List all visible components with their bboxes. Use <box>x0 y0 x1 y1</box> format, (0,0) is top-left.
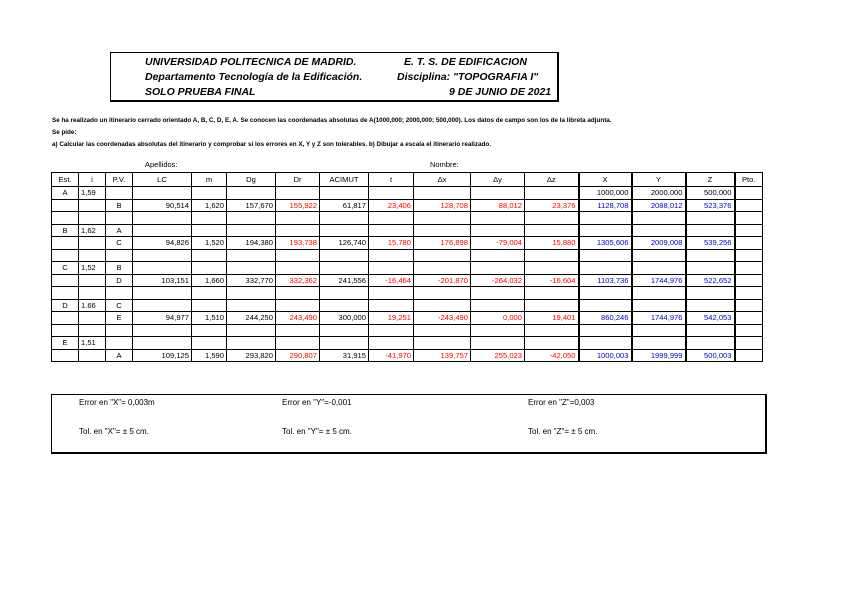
school-title: E. T. S. DE EDIFICACION <box>404 56 527 68</box>
cell-m <box>192 187 227 200</box>
cell-dy <box>471 287 525 300</box>
cell-pto <box>735 224 763 237</box>
cell-x <box>579 212 632 225</box>
cell-dx: -201,870 <box>414 274 471 287</box>
cell-dr <box>276 262 320 275</box>
cell-i <box>79 312 106 325</box>
cell-t <box>369 287 414 300</box>
cell-i <box>79 237 106 250</box>
cell-dz <box>525 262 579 275</box>
cell-lc <box>133 324 192 337</box>
table-row <box>52 237 763 250</box>
cell-est <box>52 274 79 287</box>
cell-y <box>632 212 686 225</box>
cell-pv <box>106 212 133 225</box>
table-row <box>52 274 763 287</box>
cell-lc <box>133 249 192 262</box>
cell-y: 2088,012 <box>632 199 686 212</box>
table-row <box>52 337 763 350</box>
cell-dr: 332,362 <box>276 274 320 287</box>
column-header-x: X <box>579 173 632 187</box>
cell-t <box>369 249 414 262</box>
cell-y <box>632 287 686 300</box>
cell-dy <box>471 337 525 350</box>
cell-est: C <box>52 262 79 275</box>
cell-dg <box>227 187 276 200</box>
cell-lc <box>133 262 192 275</box>
cell-lc: 94,826 <box>133 237 192 250</box>
cell-i <box>79 349 106 362</box>
cell-acimut <box>320 262 369 275</box>
cell-dx: -243,490 <box>414 312 471 325</box>
column-header-y: Y <box>632 173 686 187</box>
cell-dz <box>525 212 579 225</box>
problem-statement: Se ha realizado un itinerario cerrado orientado A, B, C, D, E, A. Se conocen las coordenadas absolutas de A(1000,000; 2000,000; 500,000). Los datos de campo son los de la libreta adjunta. <box>52 117 612 124</box>
cell-dx <box>414 262 471 275</box>
column-header-acimut: ACIMUT <box>320 173 369 187</box>
column-header-z: Z <box>686 173 735 187</box>
cell-dy <box>471 262 525 275</box>
cell-x: 1000,003 <box>579 349 632 362</box>
cell-dr <box>276 249 320 262</box>
cell-t <box>369 324 414 337</box>
cell-m <box>192 299 227 312</box>
cell-y <box>632 262 686 275</box>
cell-dr <box>276 337 320 350</box>
cell-lc: 103,151 <box>133 274 192 287</box>
cell-x <box>579 249 632 262</box>
cell-dr <box>276 324 320 337</box>
cell-m <box>192 224 227 237</box>
department-title: Departamento Tecnología de la Edificación. <box>145 71 363 83</box>
cell-dg <box>227 249 276 262</box>
table-row <box>52 262 763 275</box>
header-box <box>110 52 559 102</box>
column-header-dr: Dr <box>276 173 320 187</box>
cell-x: 1000,000 <box>579 187 632 200</box>
cell-z <box>686 224 735 237</box>
cell-acimut <box>320 337 369 350</box>
cell-dz: 19,401 <box>525 312 579 325</box>
cell-dz <box>525 187 579 200</box>
cell-m: 1,590 <box>192 349 227 362</box>
cell-lc <box>133 337 192 350</box>
cell-dg: 244,250 <box>227 312 276 325</box>
cell-x: 860,246 <box>579 312 632 325</box>
cell-pto <box>735 287 763 300</box>
cell-est <box>52 212 79 225</box>
cell-dr <box>276 212 320 225</box>
cell-y: 1744,976 <box>632 312 686 325</box>
cell-i: 1,59 <box>79 187 106 200</box>
table-row <box>52 312 763 325</box>
cell-z <box>686 212 735 225</box>
cell-dx: 139,757 <box>414 349 471 362</box>
cell-y: 2000,000 <box>632 187 686 200</box>
cell-dr: 155,922 <box>276 199 320 212</box>
cell-y <box>632 324 686 337</box>
cell-acimut <box>320 187 369 200</box>
cell-i <box>79 274 106 287</box>
column-header-m: m <box>192 173 227 187</box>
cell-lc: 109,125 <box>133 349 192 362</box>
cell-pv <box>106 187 133 200</box>
cell-y: 2009,008 <box>632 237 686 250</box>
cell-dx: 176,898 <box>414 237 471 250</box>
cell-z <box>686 324 735 337</box>
tolerance-y: Tol. en "Y"= ± 5 cm. <box>282 427 352 436</box>
cell-m: 1,510 <box>192 312 227 325</box>
cell-i: 1,51 <box>79 337 106 350</box>
cell-t: -41,970 <box>369 349 414 362</box>
cell-i: 1,52 <box>79 262 106 275</box>
cell-dy <box>471 224 525 237</box>
cell-dz <box>525 224 579 237</box>
cell-x <box>579 262 632 275</box>
cell-pv: A <box>106 224 133 237</box>
cell-dz: 15,880 <box>525 237 579 250</box>
cell-m: 1,620 <box>192 199 227 212</box>
cell-t <box>369 299 414 312</box>
cell-dg <box>227 337 276 350</box>
cell-dr: 243,490 <box>276 312 320 325</box>
column-header-dy: Δy <box>471 173 525 187</box>
cell-acimut: 126,740 <box>320 237 369 250</box>
table-row <box>52 187 763 200</box>
cell-pto <box>735 237 763 250</box>
cell-z: 500,003 <box>686 349 735 362</box>
cell-dx <box>414 337 471 350</box>
table-row <box>52 287 763 300</box>
table-header-row <box>52 173 763 187</box>
cell-dy <box>471 299 525 312</box>
name-label: Nombre: <box>430 160 459 169</box>
cell-est <box>52 312 79 325</box>
cell-pv <box>106 249 133 262</box>
cell-dg <box>227 262 276 275</box>
cell-acimut: 31,915 <box>320 349 369 362</box>
cell-m <box>192 324 227 337</box>
cell-est <box>52 237 79 250</box>
cell-dg: 293,820 <box>227 349 276 362</box>
cell-lc: 90,514 <box>133 199 192 212</box>
cell-y: 1999,999 <box>632 349 686 362</box>
cell-est <box>52 199 79 212</box>
cell-pv <box>106 337 133 350</box>
cell-pto <box>735 299 763 312</box>
exam-title: SOLO PRUEBA FINAL <box>145 86 256 98</box>
cell-z: 542,053 <box>686 312 735 325</box>
cell-t <box>369 224 414 237</box>
cell-z <box>686 337 735 350</box>
cell-z: 522,652 <box>686 274 735 287</box>
cell-dg: 157,670 <box>227 199 276 212</box>
column-header-lc: LC <box>133 173 192 187</box>
table-row <box>52 324 763 337</box>
cell-x: 1305,606 <box>579 237 632 250</box>
cell-i: 1,62 <box>79 224 106 237</box>
cell-pto <box>735 262 763 275</box>
cell-lc <box>133 287 192 300</box>
cell-dy: 255,023 <box>471 349 525 362</box>
university-title: UNIVERSIDAD POLITECNICA DE MADRID. <box>145 56 357 68</box>
column-header-pto: Pto. <box>735 173 763 187</box>
cell-dg <box>227 324 276 337</box>
cell-dx: 128,708 <box>414 199 471 212</box>
cell-est <box>52 324 79 337</box>
column-header-pv: P.V. <box>106 173 133 187</box>
cell-dz <box>525 299 579 312</box>
cell-m <box>192 262 227 275</box>
cell-pto <box>735 187 763 200</box>
cell-x <box>579 224 632 237</box>
cell-pto <box>735 199 763 212</box>
cell-t <box>369 212 414 225</box>
cell-x <box>579 337 632 350</box>
cell-m <box>192 249 227 262</box>
cell-lc <box>133 224 192 237</box>
cell-dz <box>525 249 579 262</box>
cell-pto <box>735 212 763 225</box>
cell-acimut <box>320 249 369 262</box>
column-header-t: t <box>369 173 414 187</box>
cell-dg <box>227 299 276 312</box>
tolerance-z: Tol. en "Z"= ± 5 cm. <box>528 427 598 436</box>
cell-dx <box>414 187 471 200</box>
cell-pv: A <box>106 349 133 362</box>
table-row <box>52 199 763 212</box>
cell-pto <box>735 337 763 350</box>
cell-t: 19,251 <box>369 312 414 325</box>
problem-request: Se pide: <box>52 129 77 136</box>
cell-t: -16,464 <box>369 274 414 287</box>
cell-i: 1.66 <box>79 299 106 312</box>
cell-acimut <box>320 324 369 337</box>
cell-dg: 332,770 <box>227 274 276 287</box>
cell-i <box>79 324 106 337</box>
column-header-i: i <box>79 173 106 187</box>
cell-pto <box>735 274 763 287</box>
cell-acimut <box>320 299 369 312</box>
table-row <box>52 249 763 262</box>
cell-acimut <box>320 212 369 225</box>
cell-est: A <box>52 187 79 200</box>
error-summary-box <box>51 394 767 454</box>
cell-pv: E <box>106 312 133 325</box>
table-row <box>52 212 763 225</box>
cell-dx <box>414 287 471 300</box>
cell-z: 523,376 <box>686 199 735 212</box>
cell-dx <box>414 212 471 225</box>
cell-z <box>686 262 735 275</box>
cell-pto <box>735 249 763 262</box>
cell-dz <box>525 337 579 350</box>
cell-est <box>52 349 79 362</box>
cell-acimut: 61,817 <box>320 199 369 212</box>
cell-dx <box>414 324 471 337</box>
cell-y <box>632 337 686 350</box>
cell-pv: B <box>106 199 133 212</box>
cell-dz: -42,050 <box>525 349 579 362</box>
cell-pv <box>106 324 133 337</box>
cell-dy: 88,012 <box>471 199 525 212</box>
cell-dz <box>525 287 579 300</box>
cell-t <box>369 262 414 275</box>
cell-pv: D <box>106 274 133 287</box>
cell-dr: 193,738 <box>276 237 320 250</box>
cell-dy: -264,032 <box>471 274 525 287</box>
cell-pv: C <box>106 237 133 250</box>
cell-z: 539,256 <box>686 237 735 250</box>
column-header-dg: Dg <box>227 173 276 187</box>
cell-m <box>192 337 227 350</box>
cell-z <box>686 287 735 300</box>
cell-pto <box>735 312 763 325</box>
cell-dy <box>471 324 525 337</box>
exam-date: 9 DE JUNIO DE 2021 <box>449 86 552 98</box>
cell-pto <box>735 324 763 337</box>
cell-lc: 94,977 <box>133 312 192 325</box>
cell-x: 1128,708 <box>579 199 632 212</box>
cell-dz: 23,376 <box>525 199 579 212</box>
cell-lc <box>133 299 192 312</box>
cell-y <box>632 249 686 262</box>
cell-z: 500,000 <box>686 187 735 200</box>
cell-dg <box>227 212 276 225</box>
cell-pv <box>106 287 133 300</box>
cell-acimut <box>320 224 369 237</box>
cell-dg <box>227 287 276 300</box>
cell-m <box>192 287 227 300</box>
cell-dr <box>276 187 320 200</box>
cell-y <box>632 299 686 312</box>
column-header-dz: Δz <box>525 173 579 187</box>
cell-dy <box>471 187 525 200</box>
cell-dr <box>276 299 320 312</box>
error-y: Error en "Y"=-0,001 <box>282 398 352 407</box>
cell-t: 15,780 <box>369 237 414 250</box>
cell-x <box>579 287 632 300</box>
cell-dx <box>414 249 471 262</box>
column-header-est: Est. <box>52 173 79 187</box>
cell-est: E <box>52 337 79 350</box>
cell-pv: C <box>106 299 133 312</box>
cell-acimut <box>320 287 369 300</box>
cell-x <box>579 299 632 312</box>
cell-pv: B <box>106 262 133 275</box>
error-x: Error en "X"= 0,003m <box>79 398 155 407</box>
cell-dy <box>471 249 525 262</box>
cell-est: D <box>52 299 79 312</box>
cell-est: B <box>52 224 79 237</box>
cell-lc <box>133 187 192 200</box>
cell-dy: -79,004 <box>471 237 525 250</box>
cell-y: 1744,976 <box>632 274 686 287</box>
cell-dz <box>525 324 579 337</box>
cell-t: 23,406 <box>369 199 414 212</box>
column-header-dx: Δx <box>414 173 471 187</box>
cell-lc <box>133 212 192 225</box>
cell-dy: 0,000 <box>471 312 525 325</box>
cell-acimut: 241,556 <box>320 274 369 287</box>
cell-x <box>579 324 632 337</box>
cell-est <box>52 249 79 262</box>
table-row <box>52 299 763 312</box>
cell-z <box>686 299 735 312</box>
cell-i <box>79 249 106 262</box>
surname-label: Apellidos: <box>145 160 178 169</box>
cell-y <box>632 224 686 237</box>
cell-i <box>79 287 106 300</box>
cell-z <box>686 249 735 262</box>
cell-i <box>79 212 106 225</box>
cell-t <box>369 337 414 350</box>
cell-acimut: 300,000 <box>320 312 369 325</box>
cell-dg: 194,380 <box>227 237 276 250</box>
cell-x: 1103,736 <box>579 274 632 287</box>
cell-m: 1,520 <box>192 237 227 250</box>
problem-tasks: a) Calcular las coordenadas absolutas del itinerario y comprobar si los errores en X, Y y Z son tolerables. b) Dibujar a escala el itinerario realizado. <box>52 141 491 148</box>
cell-dr <box>276 287 320 300</box>
field-book-table <box>51 172 763 362</box>
cell-dr: 290,807 <box>276 349 320 362</box>
table-row <box>52 224 763 237</box>
table-row <box>52 349 763 362</box>
cell-m: 1,660 <box>192 274 227 287</box>
cell-dy <box>471 212 525 225</box>
tolerance-x: Tol. en "X"= ± 5 cm. <box>79 427 149 436</box>
discipline-title: Disciplina: "TOPOGRAFIA I" <box>397 71 539 83</box>
cell-i <box>79 199 106 212</box>
cell-est <box>52 287 79 300</box>
cell-dg <box>227 224 276 237</box>
cell-pto <box>735 349 763 362</box>
cell-dz: -16,604 <box>525 274 579 287</box>
cell-dr <box>276 224 320 237</box>
cell-dx <box>414 224 471 237</box>
error-z: Error en "Z"=0,003 <box>528 398 595 407</box>
cell-t <box>369 187 414 200</box>
cell-dx <box>414 299 471 312</box>
cell-m <box>192 212 227 225</box>
